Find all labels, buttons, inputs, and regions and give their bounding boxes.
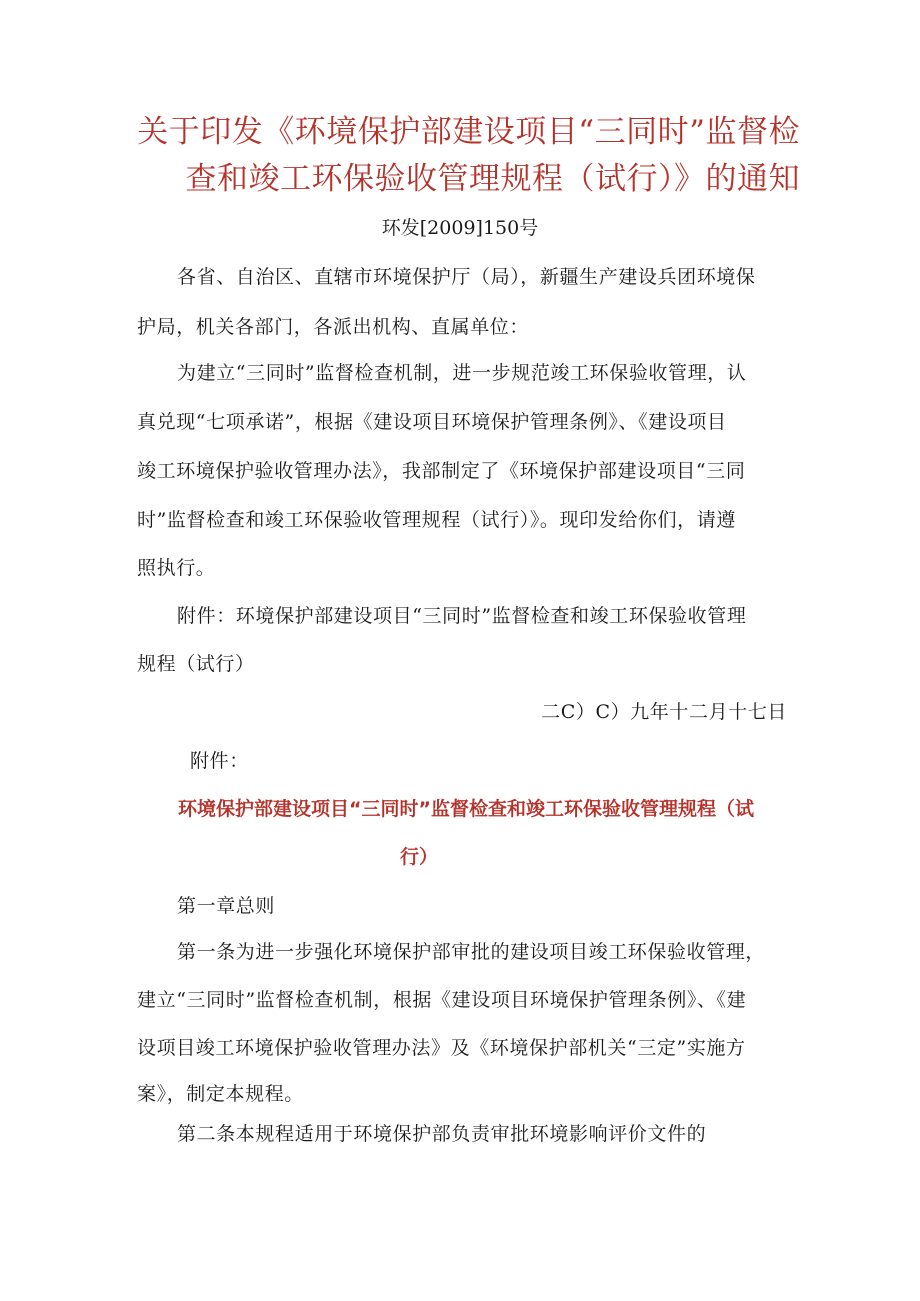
attachment-note-line-1: 附件：环境保护部建设项目“三同时”监督检查和竣工环保验收管理: [177, 605, 747, 627]
article-1-line-2: 建立“三同时”监督检查机制，根据《建设项目环境保护管理条例》、《建: [137, 989, 747, 1011]
document-number: 环发[2009]150号: [381, 217, 539, 239]
document-title-line-2: 查和竣工环保验收管理规程（试行）》的通知: [185, 161, 800, 197]
article-1-line-4: 案》，制定本规程。: [137, 1083, 304, 1105]
body-paragraph-line-5: 照执行。: [137, 557, 216, 579]
addressee-line-1: 各省、自治区、直辖市环境保护厅（局），新疆生产建设兵团环境保: [177, 266, 756, 288]
addressee-line-2: 护局，机关各部门，各派出机构、直属单位：: [137, 316, 530, 338]
body-paragraph-line-3: 竣工环境保护验收管理办法》，我部制定了《环境保护部建设项目“三同: [137, 460, 746, 482]
document-title-line-1: 关于印发《环境保护部建设项目“三同时”监督检: [137, 114, 800, 150]
article-1-line-1: 第一条为进一步强化环境保护部审批的建设项目竣工环保验收管理，: [177, 941, 766, 963]
attachment-note-line-2: 规程（试行）: [137, 653, 255, 675]
chapter-heading: 第一章总则: [177, 895, 276, 917]
body-paragraph-line-4: 时”监督检查和竣工环保验收管理规程（试行）》。现印发给你们，请遵: [137, 509, 736, 531]
article-1-line-3: 设项目竣工环境保护验收管理办法》及《环境保护部机关“三定”实施方: [137, 1037, 746, 1059]
attachment-label: 附件：: [190, 750, 249, 772]
document-date: 二C）C）九年十二月十七日: [541, 701, 787, 723]
article-2-line-1: 第二条本规程适用于环境保护部负责审批环境影响评价文件的: [177, 1123, 707, 1145]
attachment-title-line-2: 行）: [400, 846, 439, 868]
body-paragraph-line-1: 为建立“三同时”监督检查机制，进一步规范竣工环保验收管理，认: [177, 362, 747, 384]
body-paragraph-line-2: 真兑现“七项承诺”，根据《建设项目环境保护管理条例》、《建设项目: [137, 411, 727, 433]
attachment-title-line-1: 环境保护部建设项目“三同时”监督检查和竣工环保验收管理规程（试: [178, 798, 754, 820]
